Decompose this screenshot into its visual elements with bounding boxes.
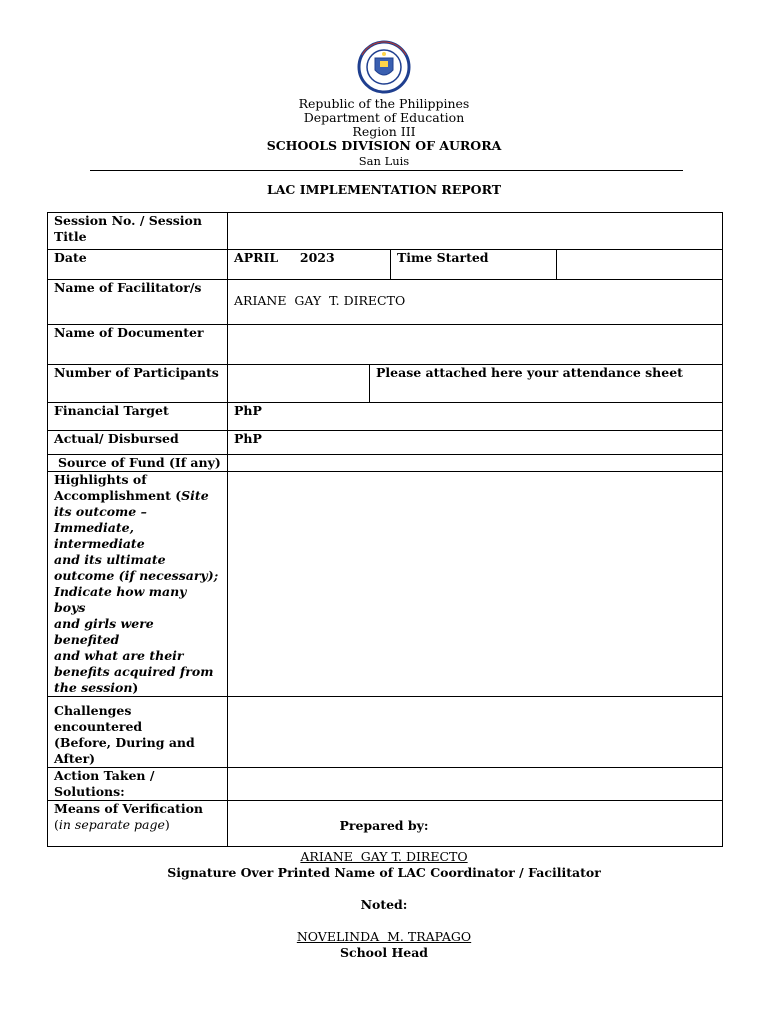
row-action-taken [48,768,723,801]
prepared-by-label: Prepared by: [339,818,429,833]
report-form-table [47,212,723,847]
action-taken-value[interactable] [228,768,723,801]
session-value[interactable] [228,213,723,250]
row-highlights [48,472,723,697]
financial-target-value[interactable]: PhP [228,403,723,431]
deped-seal-logo [349,40,419,94]
row-participants [48,365,723,403]
participants-value[interactable] [228,365,370,403]
prepared-by-caption: Signature Over Printed Name of LAC Coordinator / Facilitator [167,865,601,880]
session-label: Session No. / Session Title [48,213,228,250]
header-department: Department of Education [303,110,465,125]
row-financial-target [48,403,723,431]
documenter-value[interactable] [228,325,723,365]
actual-disbursed-label: Actual/ Disbursed [48,431,228,455]
noted-label: Noted: [360,897,408,912]
row-source-of-fund [48,455,723,472]
challenges-label: Challenges encountered (Before, During and After) [48,697,228,768]
row-actual-disbursed [48,431,723,455]
date-label: Date [48,250,228,280]
means-of-verification-label: Means of Verification (in separate page) [48,801,228,847]
highlights-label: Highlights of Accomplishment (Site its outcome – Immediate, intermediate and its ultimate outcome (if necessary); Indicate how many boys and girls were benefited and what are their benefits acquired from the session) [48,472,228,697]
time-started-value[interactable] [557,250,723,280]
documenter-label: Name of Documenter [48,325,228,365]
attendance-note: Please attached here your attendance sheet [370,365,723,403]
action-taken-label: Action Taken / Solutions: [48,768,228,801]
challenges-value[interactable] [228,697,723,768]
date-value[interactable]: APRIL 2023 [228,250,391,280]
actual-disbursed-value[interactable]: PhP [228,431,723,455]
source-of-fund-label: Source of Fund (If any) [48,455,228,472]
row-challenges [48,697,723,768]
header-divider [90,170,683,171]
noted-caption: School Head [339,945,429,960]
facilitator-value[interactable]: ARIANE GAY T. DIRECTO [228,280,723,325]
header-region: Region III [352,124,416,139]
financial-target-label: Financial Target [48,403,228,431]
highlights-value[interactable] [228,472,723,697]
prepared-by-name: ARIANE GAY T. DIRECTO [300,849,468,864]
header-municipality: San Luis [358,154,410,168]
time-started-label: Time Started [391,250,557,280]
header-republic: Republic of the Philippines [298,96,470,111]
row-date [48,250,723,280]
source-of-fund-value[interactable] [228,455,723,472]
noted-name: NOVELINDA M. TRAPAGO [296,929,472,944]
row-documenter [48,325,723,365]
row-session [48,213,723,250]
header-division: SCHOOLS DIVISION OF AURORA [266,138,502,153]
row-facilitator [48,280,723,325]
participants-label: Number of Participants [48,365,228,403]
report-title: LAC IMPLEMENTATION REPORT [266,182,502,197]
facilitator-label: Name of Facilitator/s [48,280,228,325]
